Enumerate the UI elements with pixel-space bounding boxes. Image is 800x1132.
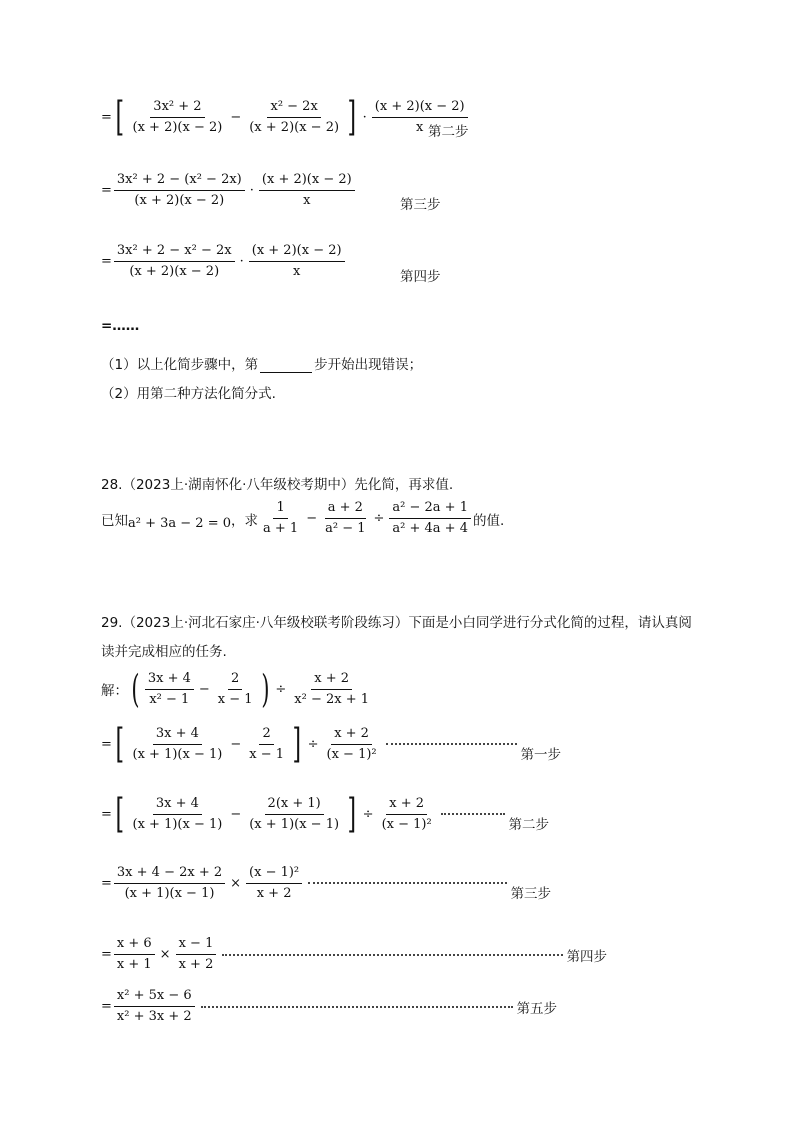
- step-label: 第四步: [566, 948, 607, 965]
- divide-operator: ÷: [373, 511, 385, 526]
- right-bracket: ]: [347, 94, 357, 140]
- q29-step4-expression: [101, 936, 607, 973]
- qiu-label: ，求: [231, 512, 258, 529]
- fraction: $\frac{2}{x - 1}$: [217, 670, 253, 707]
- left-bracket: [: [115, 721, 125, 767]
- dot-operator: ·: [362, 109, 367, 125]
- minus-operator: −: [198, 681, 210, 697]
- fraction: $\frac{\text{3x² + 2 − (x² − 2x)}}{(x + 2)(x - 2)}$: [114, 172, 245, 209]
- ellipsis-line: =……: [101, 318, 140, 334]
- equals-sign: =: [101, 109, 112, 125]
- fraction: $\frac{(x + 2)(x - 2)}{x}$: [372, 99, 468, 136]
- fraction: $\frac{(x + 2)(x - 2)}{x}$: [249, 243, 345, 280]
- q27-step2-expression: [101, 94, 470, 140]
- q29-heading-line2: 读并完成相应的任务.: [101, 644, 227, 660]
- known-label: 已知: [101, 512, 128, 529]
- minus-operator: −: [230, 109, 242, 125]
- fraction: $\frac{1}{a + 1}$: [263, 500, 299, 536]
- leader-dots: [308, 882, 506, 884]
- fraction: $\frac{2}{x - 1}$: [249, 725, 284, 762]
- fraction: $\frac{(x + 2)(x - 2)}{x}$: [259, 172, 355, 209]
- right-bracket: ]: [292, 721, 302, 767]
- q29-step3-expression: [101, 864, 551, 902]
- minus-operator: −: [230, 806, 242, 822]
- fraction: $\frac{3x + 4}{(x + 1)(x - 1)}$: [132, 795, 223, 832]
- equals-sign: =: [101, 183, 112, 198]
- minus-operator: −: [230, 736, 242, 752]
- equals-sign: =: [101, 947, 112, 962]
- dot-operator: ·: [249, 183, 254, 198]
- fraction: $\frac{2(x + 1)}{(x + 1)(x - 1)}$: [249, 795, 340, 832]
- fraction: $\frac{\text{3x² + 2}}{(x + 2)(x - 2)}$: [132, 98, 223, 135]
- fraction: $\frac{3x + 4 - 2x + 2}{(x + 1)(x - 1)}$: [114, 865, 225, 902]
- dot-operator: ·: [239, 254, 244, 269]
- step-label: 第二步: [508, 817, 549, 833]
- equals-sign: =: [101, 999, 112, 1014]
- fraction: $\frac{x - 1}{x + 2}$: [176, 936, 217, 973]
- times-operator: ×: [159, 947, 171, 962]
- q27-step3-expression: [101, 172, 357, 209]
- right-paren: ): [260, 667, 270, 711]
- step-label: 第五步: [516, 1000, 557, 1017]
- fraction: $\frac{\text{a² − 2a + 1}}{\text{a² + 4a + 4}}$: [389, 500, 471, 537]
- step-label: 第三步: [510, 886, 551, 902]
- fraction: $\frac{\text{(x − 1)²}}{x + 2}$: [246, 865, 302, 902]
- q27-subquestion-2: （2）用第二种方法化简分式.: [101, 386, 276, 402]
- q28-expression: [101, 500, 504, 537]
- leader-dots: [201, 1006, 513, 1008]
- equals-sign: =: [101, 806, 112, 822]
- fraction: $\frac{x + 6}{x + 1}$: [114, 936, 155, 973]
- answer-blank[interactable]: [260, 360, 312, 373]
- leader-dots: [386, 743, 517, 745]
- fraction: $\frac{\text{3x² + 2 − x² − 2x}}{(x + 2)(x - 2)}$: [114, 243, 235, 280]
- sub1-text-a: （1）以上化简步骤中，第: [101, 357, 259, 373]
- left-paren: (: [131, 667, 140, 711]
- fraction: $\frac{\text{x² + 5x − 6}}{\text{x² + 3x + 2}}$: [114, 988, 195, 1025]
- fraction: $\frac{x + 2}{\text{(x − 1)²}}$: [381, 795, 432, 832]
- divide-operator: ÷: [362, 806, 374, 822]
- tail-text: 的值.: [472, 512, 505, 529]
- q29-step1-expression: [101, 721, 561, 767]
- q28-heading: [101, 473, 453, 493]
- step-label: 第一步: [520, 747, 561, 763]
- equals-sign: =: [101, 736, 112, 752]
- q29-step2-expression: [101, 791, 549, 837]
- solution-label: 解：: [101, 683, 128, 699]
- condition: a² + 3a − 2 = 0: [128, 516, 231, 531]
- divide-operator: ÷: [275, 681, 287, 697]
- leader-dots: [441, 813, 505, 815]
- equals-sign: =: [101, 875, 112, 891]
- fraction: $\frac{a + 2}{\text{a² − 1}}$: [325, 500, 366, 536]
- left-bracket: [: [115, 791, 125, 837]
- q29-heading-line1: 29.（2023上·河北石家庄·八年级校联考阶段练习）下面是小白同学进行分式化简的过程，请认真阅: [101, 615, 692, 631]
- step-label: 第三步: [400, 197, 441, 213]
- sub1-text-b: 步开始出现错误；: [314, 357, 423, 373]
- fraction: $\frac{x + 2}{\text{x² − 2x + 1}}$: [294, 670, 369, 707]
- step-label: 第四步: [400, 269, 441, 285]
- q29-step5-expression: [101, 988, 557, 1025]
- q27-subquestion-1: [101, 353, 422, 373]
- left-bracket: [: [115, 94, 125, 140]
- fraction: $\frac{3x + 4}{(x + 1)(x - 1)}$: [132, 725, 223, 762]
- fraction: $\frac{3x + 4}{\text{x² − 1}}$: [145, 671, 194, 708]
- minus-operator: −: [306, 511, 318, 526]
- q27-step4-expression: [101, 243, 347, 280]
- step-label: 第二步: [428, 124, 469, 140]
- leader-dots: [222, 954, 562, 956]
- fraction: $\frac{\text{x² − 2x}}{(x + 2)(x - 2)}$: [249, 98, 340, 135]
- q29-original-expression: [101, 667, 374, 711]
- times-operator: ×: [230, 875, 242, 891]
- q28-heading-text: 28.（2023上·湖南怀化·八年级校考期中）先化简，再求值.: [101, 477, 454, 493]
- fraction: $\frac{x + 2}{\text{(x − 1)²}}$: [326, 725, 377, 762]
- right-bracket: ]: [347, 791, 357, 837]
- equals-sign: =: [101, 254, 112, 269]
- divide-operator: ÷: [307, 736, 319, 752]
